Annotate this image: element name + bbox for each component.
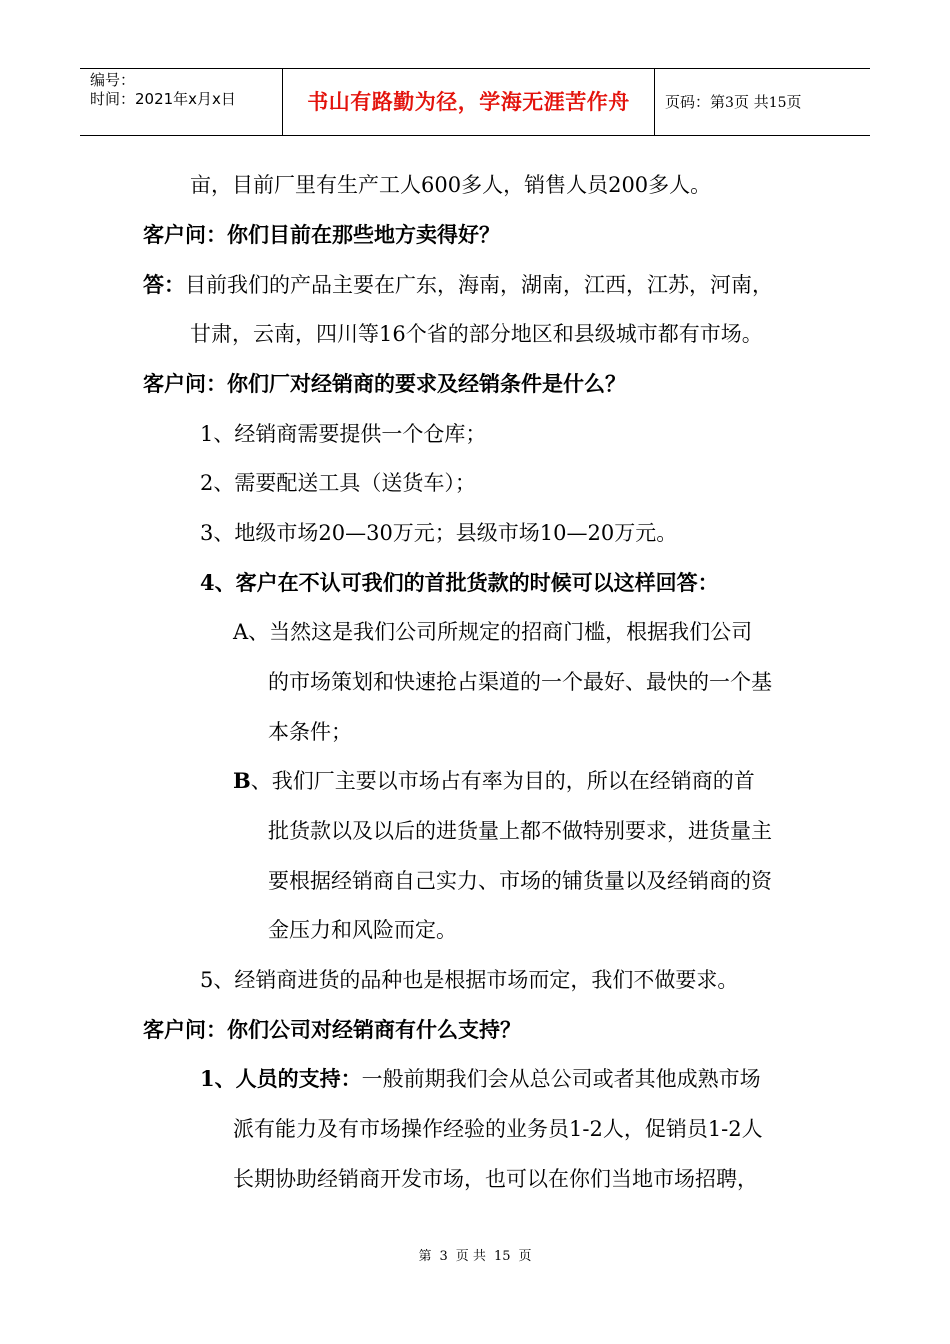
support-item-text: 一般前期我们会从总公司或者其他成熟市场 [361, 1067, 761, 1091]
support-item-cont: 派有能力及有市场操作经验的业务员1-2人，促销员1-2人 [233, 1117, 763, 1141]
sub-item-b-cont: 金压力和风险而定。 [268, 918, 457, 942]
sub-item-a-cont: 本条件； [268, 720, 352, 744]
footer-current: 3 [439, 1249, 448, 1264]
page-mid: 页 共 [733, 93, 769, 111]
question-heading: 客户问：你们目前在那些地方卖得好？ [143, 222, 500, 247]
support-item-cont: 长期协助经销商开发市场，也可以在你们当地市场招聘， [233, 1167, 758, 1191]
answer-continuation: 甘肃，云南，四川等16个省的部分地区和县级城市都有市场。 [190, 322, 763, 346]
list-item: 3、地级市场20—30万元；县级市场10—20万元。 [200, 521, 678, 545]
support-item-label: 1、人员的支持： [200, 1066, 362, 1091]
number-label: 编号： [90, 71, 136, 89]
page-footer [0, 1245, 950, 1264]
question-heading: 客户问：你们公司对经销商有什么支持？ [143, 1017, 521, 1042]
list-item: 2、需要配送工具（送货车）； [200, 471, 476, 495]
sub-item-a-cont: 的市场策划和快速抢占渠道的一个最好、最快的一个基 [268, 670, 772, 694]
question-heading: 客户问：你们厂对经销商的要求及经销条件是什么？ [143, 371, 626, 396]
header-motto: 书山有路勤为径，学海无涯苦作舟 [283, 69, 655, 135]
list-item: 5、经销商进货的品种也是根据市场而定，我们不做要求。 [200, 968, 739, 992]
time-label: 时间：2021年x月x日 [90, 90, 236, 108]
list-item-bold: 4、客户在不认可我们的首批货款的时候可以这样回答： [200, 570, 719, 595]
page-prefix: 页码：第 [665, 93, 726, 111]
footer-suffix: 页 [518, 1249, 532, 1264]
page-total: 15 [768, 95, 787, 111]
sub-item-b-cont: 要根据经销商自己实力、市场的铺货量以及经销商的资 [268, 869, 772, 893]
footer-total: 15 [493, 1249, 511, 1264]
page-suffix: 页 [786, 93, 802, 111]
footer-prefix: 第 [418, 1249, 432, 1264]
sub-item-b-text: 、我们厂主要以市场占有率为目的，所以在经销商的首 [250, 769, 755, 793]
sub-item-b [233, 766, 755, 796]
list-item: 1、经销商需要提供一个仓库； [200, 422, 487, 446]
answer-label: 答： [143, 272, 185, 297]
sub-item-b-cont: 批货款以及以后的进货量上都不做特别要求，进货量主 [268, 819, 772, 843]
answer-line [143, 270, 773, 300]
sub-item-b-label: B [233, 768, 251, 793]
footer-mid: 页 共 [455, 1249, 486, 1264]
page-current: 3 [725, 95, 734, 111]
answer-text: 目前我们的产品主要在广东，海南，湖南，江西，江苏，河南， [185, 273, 773, 297]
support-item [200, 1064, 761, 1094]
sub-item-a: A、当然这是我们公司所规定的招商门槛，根据我们公司 [233, 620, 753, 644]
paragraph-line: 亩，目前厂里有生产工人600多人，销售人员200多人。 [190, 173, 712, 197]
